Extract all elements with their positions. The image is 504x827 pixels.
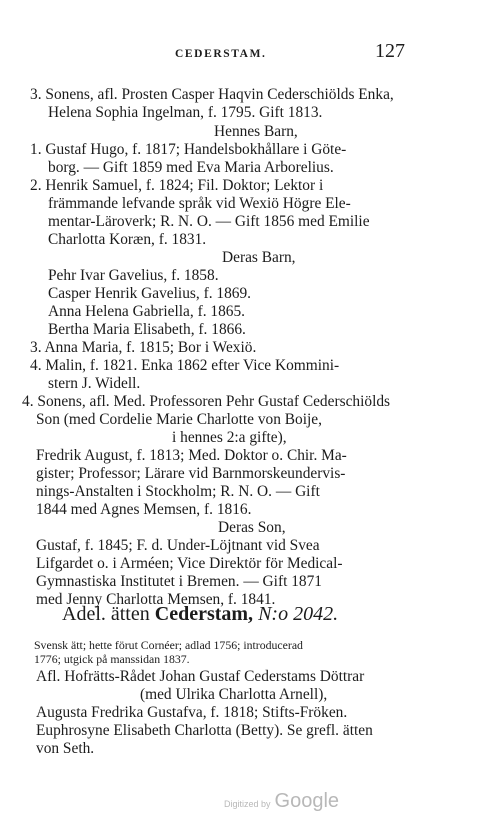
text-line: 2. Henrik Samuel, f. 1824; Fil. Doktor; Lektor i bbox=[30, 177, 324, 194]
text-line: med Jenny Charlotta Memsen, f. 1841. bbox=[36, 591, 276, 608]
text-line: (med Ulrika Charlotta Arnell), bbox=[140, 686, 328, 703]
digitization-watermark bbox=[224, 790, 339, 813]
text-line: Bertha Maria Elisabeth, f. 1866. bbox=[48, 321, 246, 338]
text-line: Casper Henrik Gavelius, f. 1869. bbox=[48, 285, 252, 302]
text-line: Pehr Ivar Gavelius, f. 1858. bbox=[48, 267, 219, 284]
text-line: mentar-Läroverk; R. N. O. — Gift 1856 med Emilie bbox=[48, 213, 370, 230]
text-line: Anna Helena Gabriella, f. 1865. bbox=[48, 303, 246, 320]
section-heading bbox=[62, 603, 338, 626]
running-head: CEDERSTAM. bbox=[175, 48, 267, 60]
text-line: Euphrosyne Elisabeth Charlotta (Betty). Se grefl. ätten bbox=[36, 722, 373, 739]
text-line: von Seth. bbox=[36, 740, 95, 757]
text-line: i hennes 2:a gifte), bbox=[172, 429, 287, 446]
text-line: stern J. Widell. bbox=[48, 375, 141, 392]
watermark-prefix: Digitized by bbox=[224, 799, 271, 809]
section-number: N:o 2042. bbox=[258, 603, 339, 625]
text-line: 3. Anna Maria, f. 1815; Bor i Wexiö. bbox=[30, 339, 257, 356]
text-line: Helena Sophia Ingelman, f. 1795. Gift 1813. bbox=[48, 104, 323, 121]
google-logo: Google bbox=[274, 790, 340, 812]
text-line: Augusta Fredrika Gustafva, f. 1818; Stifts-Fröken. bbox=[36, 704, 348, 721]
subheading: Deras Barn, bbox=[222, 249, 296, 266]
text-line: Afl. Hofrätts-Rådet Johan Gustaf Cederstams Döttrar bbox=[36, 668, 365, 685]
section-note-line: Svensk ätt; hette förut Cornéer; adlad 1756; introducerad bbox=[34, 638, 303, 652]
text-line: Charlotta Koræn, f. 1831. bbox=[48, 231, 207, 248]
page-number: 127 bbox=[375, 40, 405, 62]
text-line: främmande lefvande språk vid Wexiö Högre Ele- bbox=[48, 195, 351, 212]
text-line: 3. Sonens, afl. Prosten Casper Haqvin Cederschiölds Enka, bbox=[30, 86, 394, 103]
text-line: borg. — Gift 1859 med Eva Maria Arborelius. bbox=[48, 159, 334, 176]
section-family-name: Cederstam, bbox=[154, 603, 254, 625]
text-line: Gustaf, f. 1845; F. d. Under-Löjtnant vid Svea bbox=[36, 537, 320, 554]
text-line: 1. Gustaf Hugo, f. 1817; Handelsbokhållare i Göte- bbox=[30, 141, 347, 158]
subheading: Deras Son, bbox=[218, 519, 286, 536]
text-line: 1844 med Agnes Memsen, f. 1816. bbox=[36, 501, 252, 518]
section-note-line: 1776; utgick på manssidan 1837. bbox=[34, 652, 190, 666]
text-line: Fredrik August, f. 1813; Med. Doktor o. Chir. Ma- bbox=[36, 447, 347, 464]
text-line: 4. Sonens, afl. Med. Professoren Pehr Gustaf Cederschiölds bbox=[22, 393, 391, 410]
text-line: 4. Malin, f. 1821. Enka 1862 efter Vice Kommini- bbox=[30, 357, 340, 374]
text-line: Gymnastiska Institutet i Bremen. — Gift 1871 bbox=[36, 573, 322, 590]
section-prefix: Adel. ätten bbox=[62, 603, 150, 625]
text-line: Lifgardet o. i Arméen; Vice Direktör för Medical- bbox=[36, 555, 343, 572]
subheading: Hennes Barn, bbox=[214, 123, 298, 140]
text-line: gister; Professor; Lärare vid Barnmorskeundervis- bbox=[36, 465, 346, 482]
text-line: Son (med Cordelie Marie Charlotte von Boije, bbox=[36, 411, 322, 428]
text-line: nings-Anstalten i Stockholm; R. N. O. — Gift bbox=[36, 483, 320, 500]
